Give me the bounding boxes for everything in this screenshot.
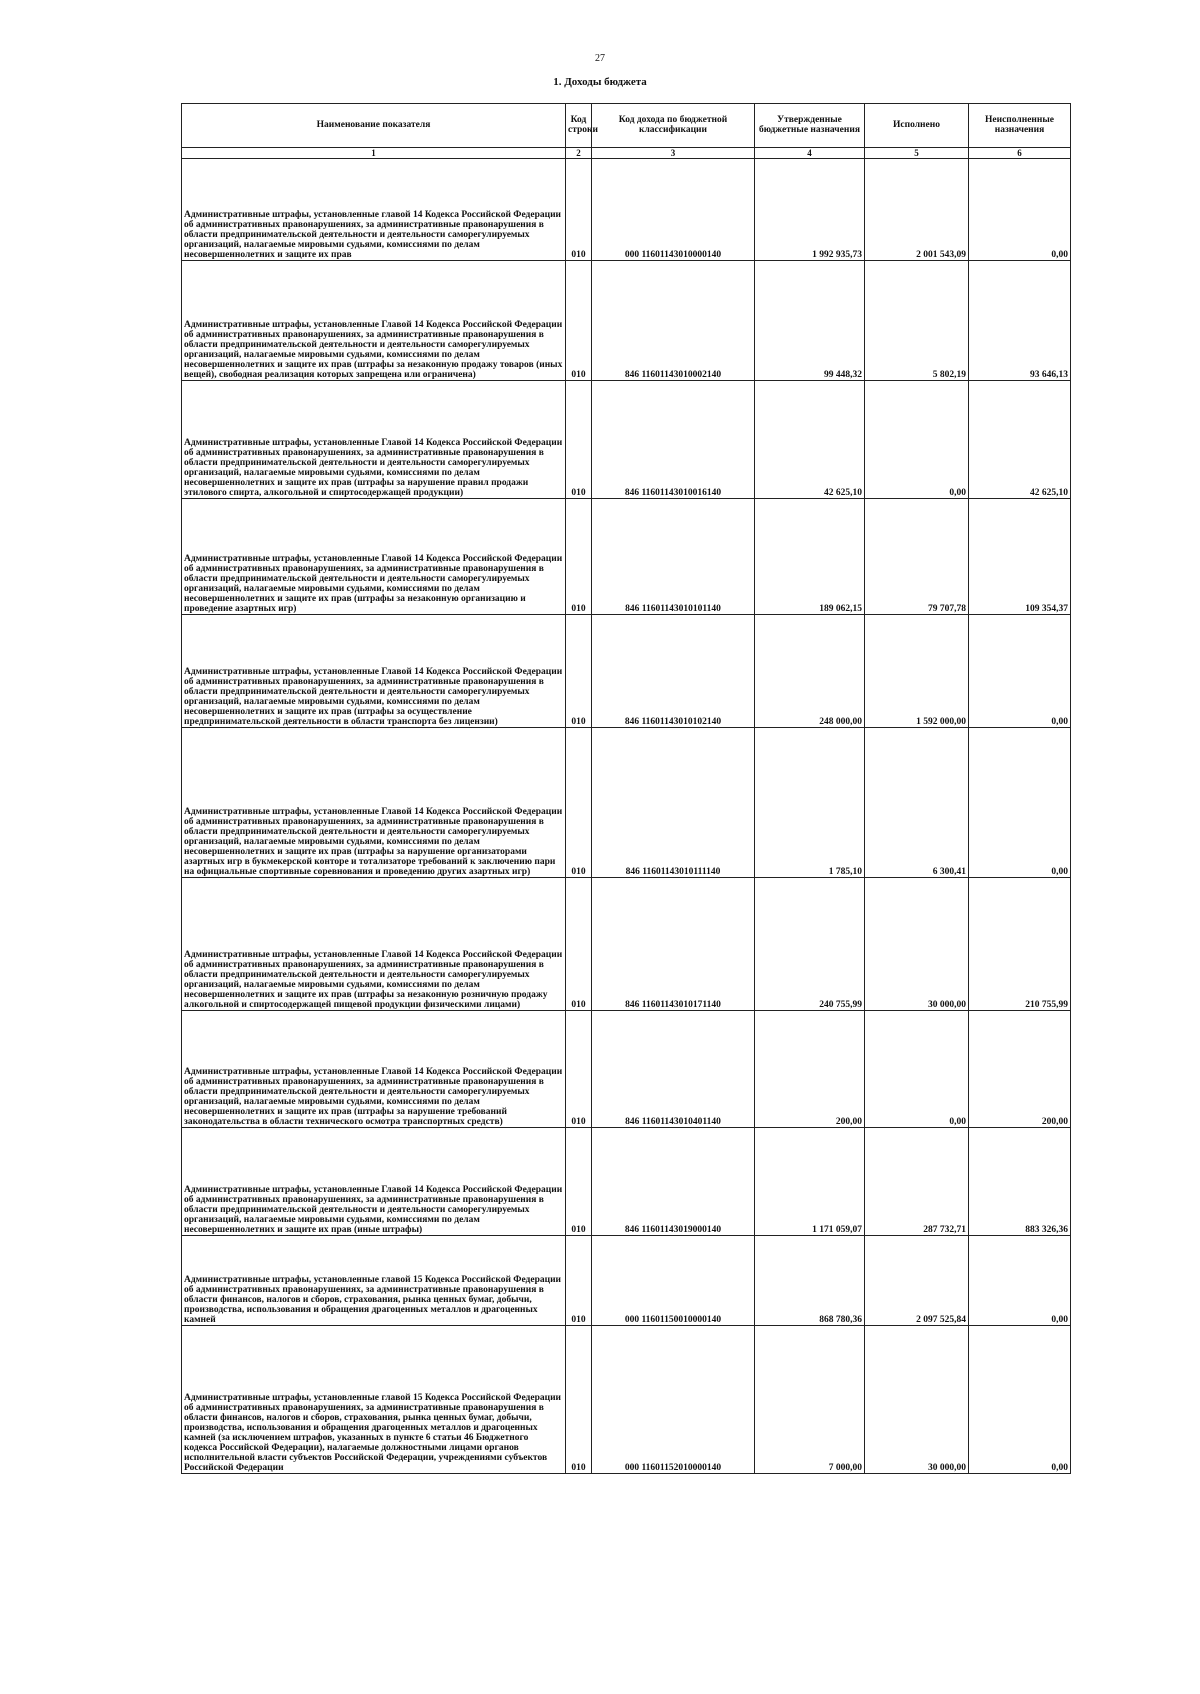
row-unexecuted: 0,00 (969, 1236, 1071, 1326)
row-code: 010 (566, 1128, 592, 1236)
column-number: 5 (865, 148, 969, 159)
row-unexecuted: 42 625,10 (969, 381, 1071, 499)
row-name: Административные штрафы, установленные Главой 14 Кодекса Российской Федерации об административных правонарушениях, за административные правонарушения в области предпринимательской деятельности и деятельности саморегулируемых организаций, налагаемые мировыми судьями, комиссиями по делам несовершеннолетних и защите их прав (штрафы за незаконную организацию и проведение азартных игр) (182, 499, 566, 615)
table-row (182, 261, 1071, 381)
table-row (182, 499, 1071, 615)
row-name: Административные штрафы, установленные Главой 14 Кодекса Российской Федерации об административных правонарушениях, за административные правонарушения в области предпринимательской деятельности и деятельности саморегулируемых организаций, налагаемые мировыми судьями, комиссиями по делам несовершеннолетних и защите их прав (штрафы за нарушение организаторами азартных игр в букмекерской конторе и тотализаторе требований к заключению пари на официальные спортивные соревнования и проведению других азартных игр) (182, 728, 566, 878)
row-executed: 2 001 543,09 (865, 159, 969, 261)
row-name: Административные штрафы, установленные Главой 14 Кодекса Российской Федерации об административных правонарушениях, за административные правонарушения в области предпринимательской деятельности и деятельности саморегулируемых организаций, налагаемые мировыми судьями, комиссиями по делам несовершеннолетних и защите их прав (штрафы за незаконную розничную продажу алкогольной и спиртосодержащей пищевой продукции физическими лицами) (182, 878, 566, 1011)
row-approved: 240 755,99 (755, 878, 865, 1011)
row-code: 010 (566, 381, 592, 499)
row-classification: 846 11601143010002140 (592, 261, 755, 381)
table-row (182, 1011, 1071, 1128)
row-classification: 846 11601143010102140 (592, 615, 755, 728)
row-unexecuted: 210 755,99 (969, 878, 1071, 1011)
row-executed: 1 592 000,00 (865, 615, 969, 728)
row-name: Административные штрафы, установленные Главой 14 Кодекса Российской Федерации об административных правонарушениях, за административные правонарушения в области предпринимательской деятельности и деятельности саморегулируемых организаций, налагаемые мировыми судьями, комиссиями по делам несовершеннолетних и защите их прав (штрафы за нарушение правил продажи этилового спирта, алкогольной и спиртосодержащей продукции) (182, 381, 566, 499)
row-code: 010 (566, 1326, 592, 1474)
row-unexecuted: 883 326,36 (969, 1128, 1071, 1236)
table-row (182, 381, 1071, 499)
row-approved: 868 780,36 (755, 1236, 865, 1326)
row-unexecuted: 109 354,37 (969, 499, 1071, 615)
row-classification: 000 11601152010000140 (592, 1326, 755, 1474)
row-name: Административные штрафы, установленные Главой 14 Кодекса Российской Федерации об административных правонарушениях, за административные правонарушения в области предпринимательской деятельности и деятельности саморегулируемых организаций, налагаемые мировыми судьями, комиссиями по делам несовершеннолетних и защите их прав (штрафы за нарушение требований законодательства в области технического осмотра транспортных средств) (182, 1011, 566, 1128)
row-approved: 200,00 (755, 1011, 865, 1128)
row-unexecuted: 0,00 (969, 1326, 1071, 1474)
row-approved: 248 000,00 (755, 615, 865, 728)
row-executed: 287 732,71 (865, 1128, 969, 1236)
row-code: 010 (566, 1011, 592, 1128)
table-row (182, 728, 1071, 878)
header-executed: Исполнено (865, 104, 969, 148)
row-unexecuted: 0,00 (969, 728, 1071, 878)
row-classification: 846 11601143010016140 (592, 381, 755, 499)
row-code: 010 (566, 159, 592, 261)
row-name: Административные штрафы, установленные Главой 14 Кодекса Российской Федерации об административных правонарушениях, за административные правонарушения в области предпринимательской деятельности и деятельности саморегулируемых организаций, налагаемые мировыми судьями, комиссиями по делам несовершеннолетних и защите их прав (иные штрафы) (182, 1128, 566, 1236)
column-number-row (182, 148, 1071, 159)
row-name: Административные штрафы, установленные главой 14 Кодекса Российской Федерации об административных правонарушениях, за административные правонарушения в области предпринимательской деятельности и деятельности саморегулируемых организаций, налагаемые мировыми судьями, комиссиями по делам несовершеннолетних и защите их прав (182, 159, 566, 261)
row-name: Административные штрафы, установленные главой 15 Кодекса Российской Федерации об административных правонарушениях, за административные правонарушения в области финансов, налогов и сборов, страхования, рынка ценных бумаг, добычи, производства, использования и обращения драгоценных металлов и драгоценных камней (182, 1236, 566, 1326)
row-classification: 846 11601143010101140 (592, 499, 755, 615)
row-classification: 846 11601143010111140 (592, 728, 755, 878)
row-approved: 7 000,00 (755, 1326, 865, 1474)
row-code: 010 (566, 499, 592, 615)
header-unexecuted: Неисполненные назначения (969, 104, 1071, 148)
row-approved: 1 785,10 (755, 728, 865, 878)
row-code: 010 (566, 261, 592, 381)
row-classification: 846 11601143010171140 (592, 878, 755, 1011)
row-approved: 1 171 059,07 (755, 1128, 865, 1236)
row-classification: 846 11601143019000140 (592, 1128, 755, 1236)
row-executed: 5 802,19 (865, 261, 969, 381)
column-number: 4 (755, 148, 865, 159)
table-row (182, 878, 1071, 1011)
row-unexecuted: 0,00 (969, 159, 1071, 261)
header-name: Наименование показателя (182, 104, 566, 148)
header-row (182, 104, 1071, 148)
column-number: 1 (182, 148, 566, 159)
header-code: Код строки (566, 104, 592, 148)
row-name: Административные штрафы, установленные Главой 14 Кодекса Российской Федерации об административных правонарушениях, за административные правонарушения в области предпринимательской деятельности и деятельности саморегулируемых организаций, налагаемые мировыми судьями, комиссиями по делам несовершеннолетних и защите их прав (штрафы за незаконную продажу товаров (иных вещей), свободная реализация которых запрещена или ограничена) (182, 261, 566, 381)
row-name: Административные штрафы, установленные Главой 14 Кодекса Российской Федерации об административных правонарушениях, за административные правонарушения в области предпринимательской деятельности и деятельности саморегулируемых организаций, налагаемые мировыми судьями, комиссиями по делам несовершеннолетних и защите их прав (штрафы за осуществление предпринимательской деятельности в области транспорта без лицензии) (182, 615, 566, 728)
row-executed: 0,00 (865, 381, 969, 499)
row-name: Административные штрафы, установленные главой 15 Кодекса Российской Федерации об административных правонарушениях, за административные правонарушения в области финансов, налогов и сборов, страхования, рынка ценных бумаг, добычи, производства, использования и обращения драгоценных металлов и драгоценных камней (за исключением штрафов, указанных в пункте 6 статьи 46 Бюджетного кодекса Российской Федерации), налагаемые должностными лицами органов исполнительной власти субъектов Российской Федерации, учреждениями субъектов Российской Федерации (182, 1326, 566, 1474)
row-classification: 000 11601150010000140 (592, 1236, 755, 1326)
row-code: 010 (566, 878, 592, 1011)
row-executed: 6 300,41 (865, 728, 969, 878)
table-row (182, 159, 1071, 261)
section-title: 1. Доходы бюджета (553, 76, 647, 88)
row-classification: 846 11601143010401140 (592, 1011, 755, 1128)
page-number: 27 (595, 53, 605, 64)
column-number: 3 (592, 148, 755, 159)
header-approved: Утвержденные бюджетные назначения (755, 104, 865, 148)
row-executed: 30 000,00 (865, 1326, 969, 1474)
row-approved: 189 062,15 (755, 499, 865, 615)
table-row (182, 615, 1071, 728)
column-number: 6 (969, 148, 1071, 159)
budget-income-table (181, 103, 1071, 1474)
row-unexecuted: 0,00 (969, 615, 1071, 728)
row-executed: 30 000,00 (865, 878, 969, 1011)
table-row (182, 1128, 1071, 1236)
row-code: 010 (566, 728, 592, 878)
row-approved: 99 448,32 (755, 261, 865, 381)
row-executed: 79 707,78 (865, 499, 969, 615)
table-row (182, 1326, 1071, 1474)
row-approved: 42 625,10 (755, 381, 865, 499)
row-approved: 1 992 935,73 (755, 159, 865, 261)
row-code: 010 (566, 615, 592, 728)
header-classification: Код дохода по бюджетной классификации (592, 104, 755, 148)
row-unexecuted: 200,00 (969, 1011, 1071, 1128)
row-executed: 0,00 (865, 1011, 969, 1128)
table-row (182, 1236, 1071, 1326)
row-classification: 000 11601143010000140 (592, 159, 755, 261)
row-code: 010 (566, 1236, 592, 1326)
row-executed: 2 097 525,84 (865, 1236, 969, 1326)
row-unexecuted: 93 646,13 (969, 261, 1071, 381)
column-number: 2 (566, 148, 592, 159)
